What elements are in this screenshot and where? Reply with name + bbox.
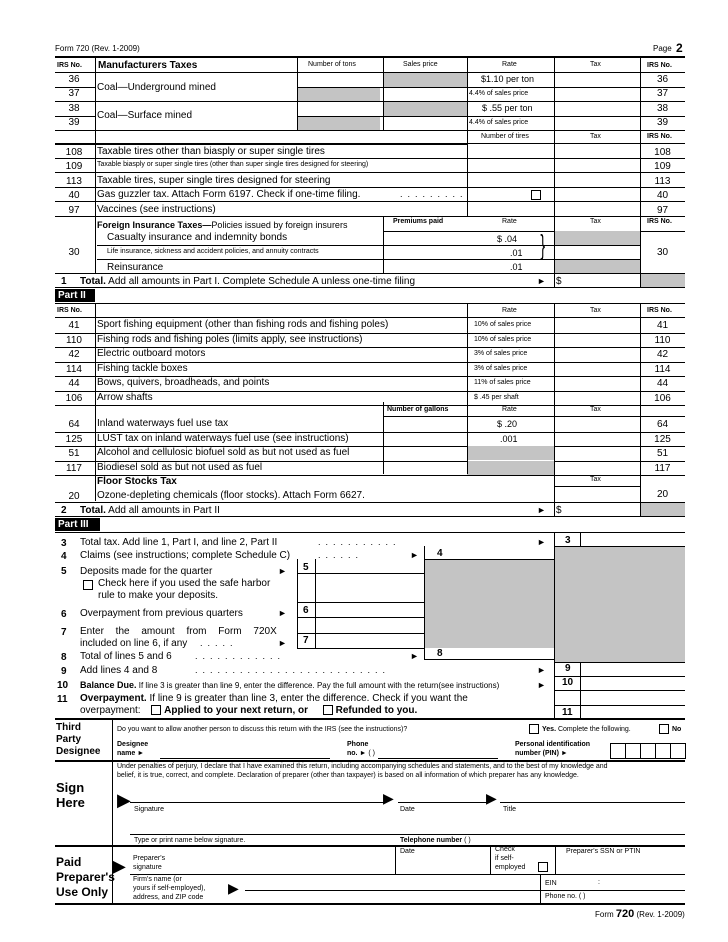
self-employed-checkbox[interactable] [538,862,548,872]
irs-no-39: 39 [68,117,80,128]
p2-irs-no-right: 114 [654,363,671,375]
col-irs-no-2: IRS No. [647,133,672,140]
rate-life: .01 [510,248,523,258]
irs-no-109: 109 [65,161,83,172]
line7-label-2: included on line 6, if any [80,638,188,649]
desc-97: Vaccines (see instructions) [97,204,216,215]
p2-irs-no-right: 117 [654,462,671,474]
p2-col-tax: Tax [590,307,601,314]
signature-label: Signature [134,806,164,813]
p2-rate2: .001 [500,433,518,444]
line3-num: 3 [61,538,67,549]
irs-no-108-right: 108 [654,147,671,158]
foreign-insurance-heading: Foreign Insurance Taxes—Policies issued by foreign insurers [97,220,348,230]
line6-label: Overpayment from previous quarters [80,608,243,619]
p2-col-irs-no: IRS No. [57,307,82,314]
floor-stocks-heading: Floor Stocks Tax [97,476,177,487]
line3-box-num: 3 [565,535,571,546]
title-arrow-icon: ▶ [486,790,497,806]
p2-irs-no: 125 [65,433,83,445]
line1-dollar: $ [556,276,562,287]
p2-desc: Sport fishing equipment (other than fishing rods and fishing poles) [97,319,389,330]
designee-name-label: Designee [117,741,149,748]
arrow-icon: ► [537,680,546,690]
phone-no-label: Phone no. ( ) [545,893,586,900]
col-irs-no: IRS No. [57,62,82,69]
p2-col-rate: Rate [502,307,517,314]
arrow-icon: ► [537,505,546,515]
p2-desc: Inland waterways fuel use tax [97,418,229,429]
reinsurance-label: Reinsurance [107,262,164,273]
shaded-cell [383,102,467,116]
line1-number: 1 [61,276,67,287]
p2-rate: 3% of sales price [474,364,528,372]
pin-input[interactable] [610,743,686,759]
desc-108: Taxable tires other than biasply or super single tires [97,146,325,157]
p2-irs-no: 44 [68,378,80,389]
preparer-sig-label-2: signature [133,864,162,871]
desc-109: Taxable biasply or super single tires (other than super single tires designed for steering) [97,161,369,168]
designee-name-label-2: name ► [117,750,145,757]
preparer-ssn-label: Preparer's SSN or PTIN [566,848,641,855]
arrow-icon: ► [278,638,287,648]
line7-box-num: 7 [303,635,309,646]
p2-desc: Biodiesel sold as but not used as fuel [97,461,263,473]
telephone-label: Telephone number ( ) [400,837,471,844]
apply-next-return-checkbox[interactable] [151,705,161,715]
shaded-cell [297,87,380,101]
rate-36: $1.10 per ton [481,74,535,84]
preparer-date-label: Date [400,848,415,855]
desc-20: Ozone-depleting chemicals (floor stocks). Attach Form 6627. [97,490,365,501]
line5-label: Deposits made for the quarter [80,566,213,577]
line10-num: 10 [57,680,69,691]
irs-no-37-right: 37 [656,88,669,99]
part2-title: Part II [55,289,95,302]
arrow-icon: ► [278,608,287,618]
p2-desc: Bows, quivers, broadheads, and points [97,377,270,388]
desc-113: Taxable tires, super single tires designed for steering [97,175,331,186]
third-party-label: Third Party Designee [56,722,101,757]
line5-num: 5 [61,566,67,577]
irs-no-97-right: 97 [656,205,669,216]
arrow-icon: ► [278,566,287,576]
arrow-icon: ► [537,276,546,286]
col-tax: Tax [590,61,601,68]
irs-no-109-right: 109 [654,161,671,172]
date-label: Date [400,806,415,813]
page-number: 2 [676,41,683,55]
irs-no-38: 38 [68,103,80,114]
line5-box-num: 5 [303,562,309,573]
form-id: Form 720 (Rev. 1-2009) [55,44,140,53]
shaded-cell [554,547,685,662]
no-label: No [672,726,682,733]
line4-box-num: 4 [437,548,443,559]
line5-safe-harbor-2: rule to make your deposits. [98,590,219,601]
life-label: Life insurance, sickness and accident policies, and annuity contracts [107,248,319,255]
phone-label-2: no. ► ( ) [347,750,375,757]
pin-label-2: number (PIN) ► [515,750,568,757]
p2-col-irs-no-right: IRS No. [647,307,672,314]
shaded-cell [383,73,467,87]
sign-here-label: Sign Here [56,780,85,810]
one-time-filing-checkbox[interactable] [531,190,541,200]
p2-col-tax-2: Tax [590,406,601,413]
p2-irs-no: 106 [65,392,83,404]
p2-col-rate-2: Rate [502,406,517,413]
line10-label: Balance Due. If line 3 is greater than line 9, enter the difference. Pay the full amount with the return(see instructions) [80,680,500,690]
shaded-cell [554,259,640,273]
p2-rate: 10% of sales price [474,335,532,343]
col-tax-3: Tax [590,218,601,225]
p2-irs-no: 64 [68,419,80,430]
line11-box-num: 11 [562,707,573,718]
rate-casualty: $ .04 [497,234,518,244]
paid-preparer-label: Paid Preparer's Use Only [56,855,115,899]
firm-label: Firm's name (or [133,876,182,883]
signature-line[interactable] [130,802,385,803]
firm-label-2: yours if self-employed), [133,885,206,892]
ein-separator: : [598,879,600,886]
irs-no-108: 108 [65,147,83,158]
ein-label: EIN [545,880,557,887]
date-line[interactable] [398,802,488,803]
line9-box-num: 9 [565,663,571,674]
line10-box-num: 10 [562,677,574,688]
line5-safe-harbor: Check here if you used the safe harbor [98,578,271,589]
shaded-cell [640,503,685,516]
irs-no-40-right: 40 [656,190,669,201]
col-number-of-tires: Number of tires [481,133,529,140]
p2-desc: Arrow shafts [97,391,153,403]
rate-38: $ .55 per ton [482,103,533,113]
shaded-cell [467,461,554,475]
line11-label: Overpayment. If line 9 is greater than line 3, enter the difference. Check if you want the [80,693,468,704]
p2-desc: Fishing rods and fishing poles (limits apply, see instructions) [97,333,363,345]
rate-39: 4.4% of sales price [469,119,529,126]
line2-dollar: $ [556,505,562,516]
col-irs-no-3: IRS No. [647,218,672,225]
refund-checkbox[interactable] [323,705,333,715]
p2-irs-no: 51 [68,448,80,459]
col-sales-price: Sales price [403,61,438,68]
coal-surface-label: Coal—Surface mined [97,110,193,121]
irs-no-38-right: 38 [656,103,669,114]
p2-rate2: $ .20 [497,419,518,429]
line8-box-num: 8 [437,648,443,659]
irs-no-36-right: 36 [656,74,669,85]
irs-no-113: 113 [66,176,82,187]
line8-num: 8 [61,652,67,663]
shaded-cell [424,560,554,648]
shaded-cell [640,274,685,287]
p2-irs-no-right: 64 [656,419,669,430]
p2-irs-no: 114 [66,363,82,375]
irs-no-36: 36 [68,74,80,85]
arrow-icon: ► [537,665,546,675]
arrow-icon: ► [537,537,546,547]
sign-arrow-icon: ▶ [117,790,131,810]
p2-irs-no-right: 125 [654,433,671,445]
p2-irs-no-right: 41 [656,320,669,331]
yes-checkbox[interactable] [529,724,539,734]
irs-no-20-right: 20 [656,489,669,500]
line6-box-num: 6 [303,605,309,616]
col-tax-2: Tax [590,133,601,140]
irs-no-40: 40 [68,190,80,201]
p2-desc: Electric outboard motors [97,348,206,359]
perjury-statement-2: belief, it is true, correct, and complete. Declaration of preparer (other than taxpayer) is based on all information of which preparer has any knowledge. [117,772,579,779]
p2-irs-no-right: 51 [656,448,669,459]
perjury-statement-1: Under penalties of perjury, I declare that I have examined this return, including accompanying schedules and statements, and to the best of my knowledge and [117,763,608,770]
irs-no-30-right: 30 [656,247,669,258]
title-line[interactable] [500,802,685,803]
p2-irs-no-right: 110 [654,334,671,346]
shaded-cell [297,116,380,130]
col-number-of-gallons: Number of gallons [387,406,449,413]
line1-total-label: Total. Add all amounts in Part I. Complete Schedule A unless one-time filing [80,276,416,287]
p2-irs-no: 41 [68,320,80,331]
rate-reinsurance: .01 [510,262,523,272]
col-rate: Rate [502,61,517,68]
col-irs-no-right: IRS No. [647,62,672,69]
print-name-label: Type or print name below signature. [134,837,246,844]
line4-num: 4 [61,551,67,562]
irs-no-20: 20 [68,491,80,502]
yes-label: Yes. Complete the following. [542,726,631,733]
line7-num: 7 [61,627,67,638]
manufacturers-taxes-heading: Manufacturers Taxes [98,60,198,71]
title-label: Title [503,806,516,813]
line4-label: Claims (see instructions; complete Schedule C) [80,550,291,561]
line2-total-label: Total. Add all amounts in Part II [80,505,220,516]
p2-irs-no-right: 44 [656,378,669,389]
line6-num: 6 [61,609,67,620]
pin-label: Personal identification [515,741,591,748]
irs-no-37: 37 [68,88,80,99]
preparer-sig-label: Preparer's [133,855,166,862]
shaded-cell [467,446,554,460]
shaded-cell [554,231,640,245]
no-checkbox[interactable] [659,724,669,734]
irs-no-39-right: 39 [656,117,669,128]
p2-irs-no: 117 [66,462,82,474]
line11-num: 11 [57,694,68,705]
coal-underground-label: Coal—Underground mined [97,82,216,93]
line3-label: Total tax. Add line 1, Part I, and line 2, Part II [80,537,278,548]
col-premiums-paid: Premiums paid [393,218,444,225]
arrow-icon: ► [410,550,419,560]
irs-no-30: 30 [68,247,80,258]
arrow-icon: ► [410,651,419,661]
line9-label: Add lines 4 and 8 [80,665,158,676]
line2-number: 2 [61,505,67,516]
safe-harbor-checkbox[interactable] [83,580,93,590]
p2-irs-no: 42 [68,349,80,360]
p2-rate: 11% of sales price [474,379,531,386]
irs-no-113-right: 113 [654,176,671,187]
third-party-question: Do you want to allow another person to discuss this return with the IRS (see the instructions)? [117,726,408,733]
footer-form: Form 720 (Rev. 1-2009) [595,908,685,920]
date-arrow-icon: ▶ [383,790,394,806]
col-rate-3: Rate [502,218,517,225]
self-employed-label: Check [495,846,515,853]
irs-no-97: 97 [68,205,80,216]
phone-label: Phone [347,741,369,748]
p2-irs-no-right: 106 [654,392,671,404]
page-label: Page [653,44,672,53]
line7-label: Enter the amount from Form 720X [80,626,277,637]
part3-title: Part III [55,518,100,531]
p2-rate: 3% of sales price [474,350,528,357]
firm-label-3: address, and ZIP code [133,894,204,901]
p2-desc: Fishing tackle boxes [97,362,188,374]
firm-arrow-icon: ▶ [228,880,239,896]
p2-rate: $ .45 per shaft [474,393,519,401]
p2-desc: LUST tax on inland waterways fuel use (see instructions) [97,432,349,444]
rate-37: 4.4% of sales price [469,90,529,97]
p2-irs-no: 110 [66,334,82,346]
p2-desc: Alcohol and cellulosic biofuel sold as but not used as fuel [97,447,350,458]
self-employed-label-2: if self- [495,855,514,862]
desc-40: Gas guzzler tax. Attach Form 6197. Check if one-time filing. [97,189,361,200]
col-number-of-tons: Number of tons [308,61,356,68]
p2-col-tax-3: Tax [590,476,601,483]
line9-num: 9 [61,666,67,677]
p2-irs-no-right: 42 [656,349,669,360]
self-employed-label-3: employed [495,864,526,871]
line11-options: overpayment: Applied to your next return, or Refunded to you. [80,705,418,716]
line8-label: Total of lines 5 and 6 [80,651,172,662]
preparer-arrow-icon: ▶ [112,856,126,876]
casualty-label: Casualty insurance and indemnity bonds [107,232,288,243]
p2-rate: 10% of sales price [474,321,532,328]
